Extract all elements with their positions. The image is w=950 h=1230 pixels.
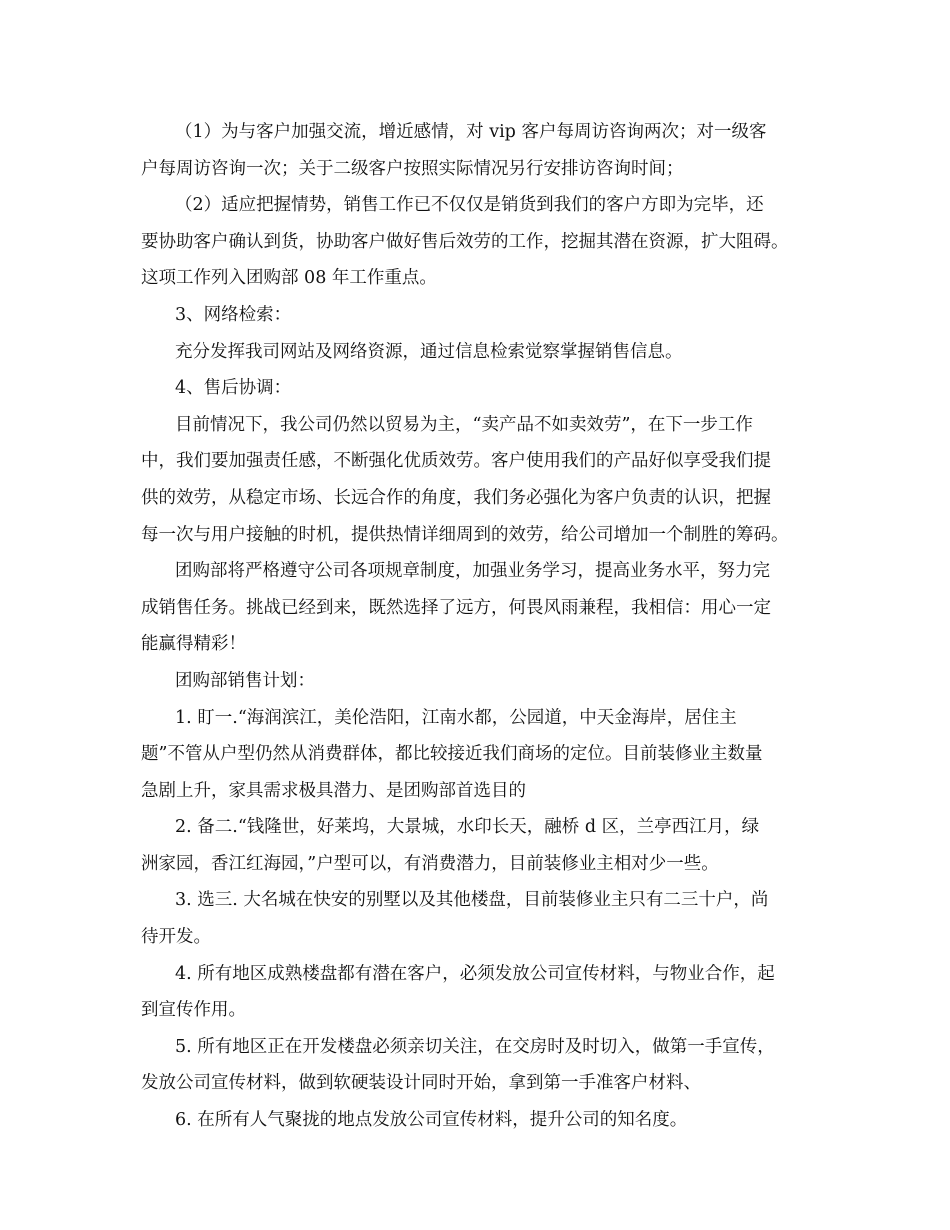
text-line: 4. 所有地区成熟楼盘都有潜在客户，必须发放公司宣传材料，与物业合作，起 bbox=[175, 963, 775, 984]
text-line: 待开发。 bbox=[141, 927, 211, 948]
text-line: 目前情况下，我公司仍然以贸易为主，“卖产品不如卖效劳”，在下一步工作 bbox=[175, 414, 753, 435]
text-line: 团购部销售计划： bbox=[175, 670, 315, 691]
text-line: 洲家园，香江红海园，”户型可以，有消费潜力，目前装修业主相对少一些。 bbox=[141, 853, 719, 874]
text-line: 团购部将严格遵守公司各项规章制度，加强业务学习，提高业务水平，努力完 bbox=[175, 561, 770, 582]
text-line: 充分发挥我司网站及网络资源，通过信息检索觉察掌握销售信息。 bbox=[175, 341, 683, 362]
text-line: 题”不管从户型仍然从消费群体，都比较接近我们商场的定位。目前装修业主数量 bbox=[141, 744, 763, 765]
text-line: 供的效劳，从稳定市场、长远合作的角度，我们务必强化为客户负责的认识，把握 bbox=[141, 487, 771, 508]
text-line: （2）适应把握情势，销售工作已不仅仅是销货到我们的客户方即为完毕，还 bbox=[175, 195, 764, 216]
text-line: 6. 在所有人气聚拢的地点发放公司宣传材料，提升公司的知名度。 bbox=[175, 1110, 688, 1131]
text-line: 这项工作列入团购部 08 年工作重点。 bbox=[141, 268, 437, 289]
text-line: 3. 选三. 大名城在快安的别墅以及其他楼盘，目前装修业主只有二三十户，尚 bbox=[175, 890, 769, 911]
text-line: 2. 备二.“钱隆世，好莱坞，大景城，水印长天，融桥 d 区，兰亭西江月，绿 bbox=[175, 817, 760, 838]
text-line: 要协助客户确认到货，协助客户做好售后效劳的工作，挖掘其潜在资源，扩大阻碍。 bbox=[141, 231, 789, 252]
text-line: 能赢得精彩！ bbox=[141, 634, 246, 655]
text-line: 成销售任务。挑战已经到来，既然选择了远方，何畏风雨兼程，我相信：用心一定 bbox=[141, 597, 771, 618]
text-line: 户每周访咨询一次；关于二级客户按照实际情况另行安排访咨询时间； bbox=[141, 158, 684, 179]
text-line: 5. 所有地区正在开发楼盘必须亲切关注，在交房时及时切入，做第一手宣传， bbox=[175, 1036, 775, 1057]
text-line: 发放公司宣传材料，做到软硬装设计同时开始，拿到第一手准客户材料、 bbox=[141, 1073, 701, 1094]
text-line: 急剧上升，家具需求极具潜力、是团购部首选目的 bbox=[141, 780, 526, 801]
text-line: 4、售后协调： bbox=[175, 378, 292, 399]
text-line: 1. 盯一.“海润滨江，美伦浩阳，江南水都，公园道，中天金海岸，居住主 bbox=[175, 707, 737, 728]
text-line: 到宣传作用。 bbox=[141, 1000, 246, 1021]
document-body bbox=[141, 114, 816, 1139]
text-line: 3、网络检索： bbox=[175, 304, 292, 325]
text-line: （1）为与客户加强交流，增近感情，对 vip 客户每周访咨询两次；对一级客 bbox=[175, 122, 767, 142]
text-line: 每一次与用户接触的时机，提供热情详细周到的效劳，给公司增加一个制胜的筹码。 bbox=[141, 524, 789, 545]
text-line: 中，我们要加强责任感，不断强化优质效劳。客户使用我们的产品好似享受我们提 bbox=[141, 451, 771, 472]
document-page bbox=[141, 114, 816, 1139]
